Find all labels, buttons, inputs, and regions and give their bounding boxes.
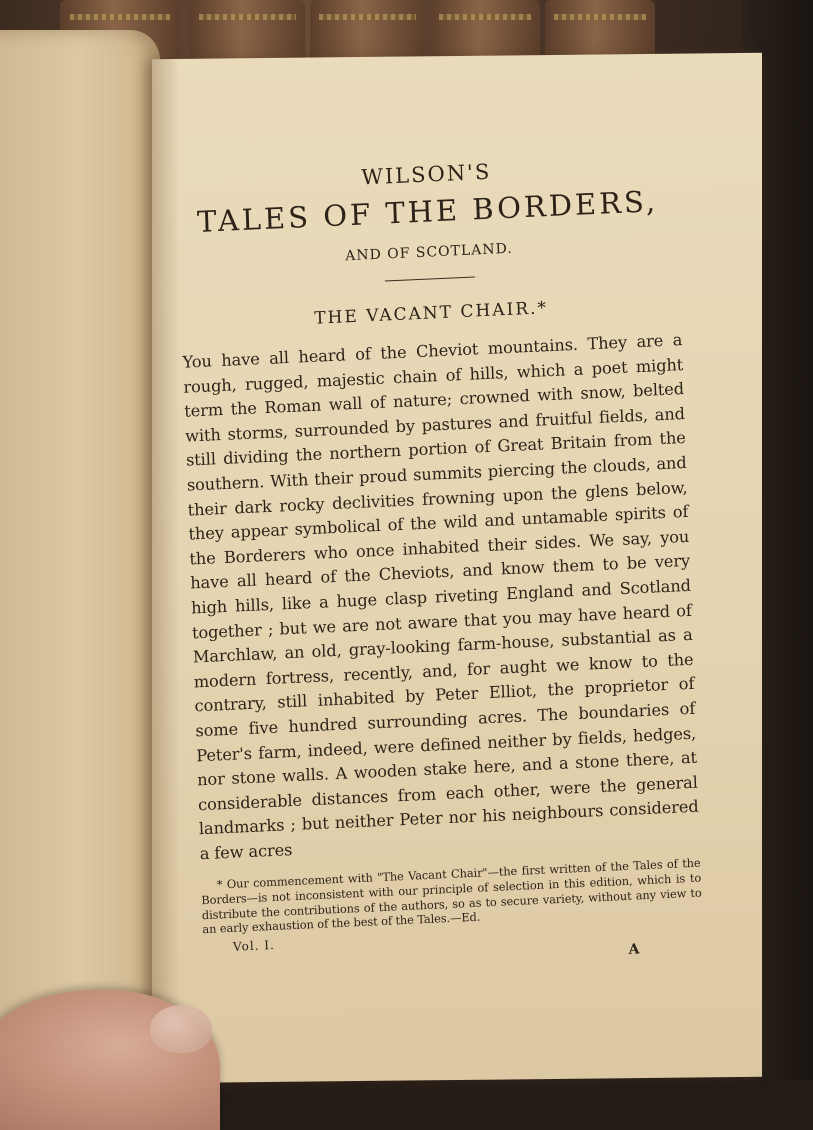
story-title: THE VACANT CHAIR.* (313, 298, 549, 329)
left-page (0, 30, 160, 1080)
book-subtitle: AND OF SCOTLAND. (344, 240, 514, 265)
footnote: * Our commencement with "The Vacant Chair"—the first written of the Tales of the Borders—is not inconsistent with our principle of selection in this edition, which is to distribute the contributions of the authors, so as to secure variety, without any view to an early exhaustion of the best of the Tales.—Ed. (201, 856, 702, 937)
series-name: WILSON'S (360, 159, 492, 190)
page-content (176, 151, 704, 971)
book-title: TALES OF THE BORDERS, (196, 184, 659, 239)
title-rule (385, 276, 475, 281)
signature-mark: A (628, 941, 640, 958)
book-page (152, 53, 762, 1083)
thumbnail (150, 1005, 212, 1053)
story-body: You have all heard of the Cheviot mountains. They are a rough, rugged, majestic chain of hills, which a poet might term the Roman wall of nature; crowned with snow, belted with storms, surrounded by pastures and fruitful fields, and still dividing the northern portion of Great Britain from the southern. With their proud summits piercing the clouds, and their dark rocky declivities frowning upon the glens below, they appear symbolical of the wild and untamable spirits of the Borderers who once inhabited their sides. We say, you have all heard of the Cheviots, and know them to be very high hills, like a huge clasp riveting England and Scotland together ; but we are not aware that you may have heard of Marchlaw, an old, gray-looking farm-house, substantial as a modern fortress, recently, and, for aught we know to the contrary, still inhabited by Peter Elliot, the proprietor of some five hundred surrounding acres. The boundaries of Peter's farm, indeed, were defined neither by fields, hedges, nor stone walls. A wooden stake here, and a stone there, at considerable distances from each other, were the general landmarks ; but neither Peter nor his neighbours considered a few acres (182, 330, 699, 864)
volume-label: Vol. I. (232, 937, 276, 954)
